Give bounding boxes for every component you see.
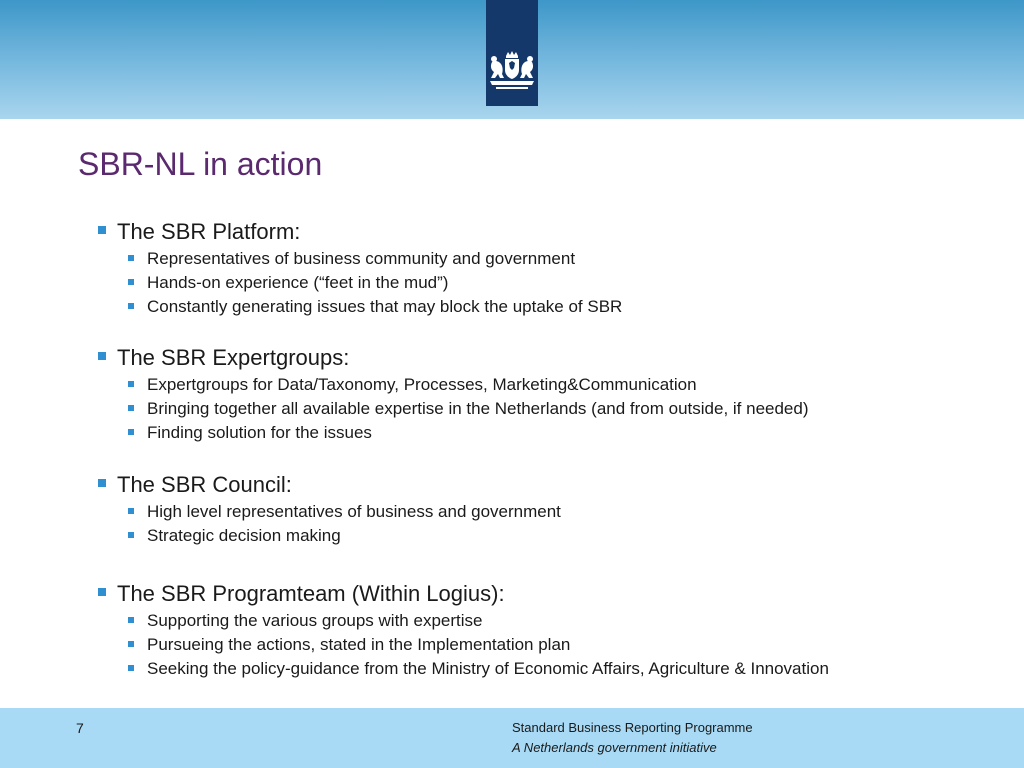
- bullet-icon: [128, 641, 134, 647]
- bullet-heading: The SBR Expertgroups:: [98, 345, 349, 371]
- bullet-item: Hands-on experience (“feet in the mud”): [128, 272, 448, 294]
- bullet-item: Strategic decision making: [128, 525, 341, 547]
- bullet-icon: [128, 532, 134, 538]
- bullet-item: Representatives of business community and government: [128, 248, 575, 270]
- footer-initiative: A Netherlands government initiative: [512, 740, 717, 755]
- bullet-item: Supporting the various groups with expertise: [128, 610, 482, 632]
- bullet-icon: [128, 381, 134, 387]
- bullet-icon: [128, 405, 134, 411]
- bullet-heading: The SBR Platform:: [98, 219, 300, 245]
- bullet-icon: [98, 352, 106, 360]
- bullet-icon: [128, 508, 134, 514]
- page-number: 7: [76, 720, 84, 736]
- bullet-item: High level representatives of business and government: [128, 501, 561, 523]
- bullet-item: Pursueing the actions, stated in the Implementation plan: [128, 634, 570, 656]
- bullet-heading: The SBR Council:: [98, 472, 292, 498]
- bullet-item: Bringing together all available expertise in the Netherlands (and from outside, if needed): [128, 398, 809, 420]
- bullet-item: Constantly generating issues that may block the uptake of SBR: [128, 296, 622, 318]
- slide-title: SBR-NL in action: [78, 146, 323, 182]
- bullet-icon: [98, 226, 106, 234]
- footer-programme: Standard Business Reporting Programme: [512, 720, 753, 735]
- bullet-item: Seeking the policy-guidance from the Ministry of Economic Affairs, Agriculture & Innovation: [128, 658, 829, 680]
- bullet-icon: [128, 303, 134, 309]
- bullet-icon: [128, 429, 134, 435]
- bullet-icon: [128, 665, 134, 671]
- bullet-icon: [128, 255, 134, 261]
- bullet-icon: [128, 617, 134, 623]
- bullet-icon: [98, 479, 106, 487]
- bullet-icon: [98, 588, 106, 596]
- bullet-heading: The SBR Programteam (Within Logius):: [98, 581, 505, 607]
- footer-bar: [0, 708, 1024, 768]
- bullet-item: Expertgroups for Data/Taxonomy, Processes, Marketing&Communication: [128, 374, 697, 396]
- bullet-icon: [128, 279, 134, 285]
- bullet-item: Finding solution for the issues: [128, 422, 372, 444]
